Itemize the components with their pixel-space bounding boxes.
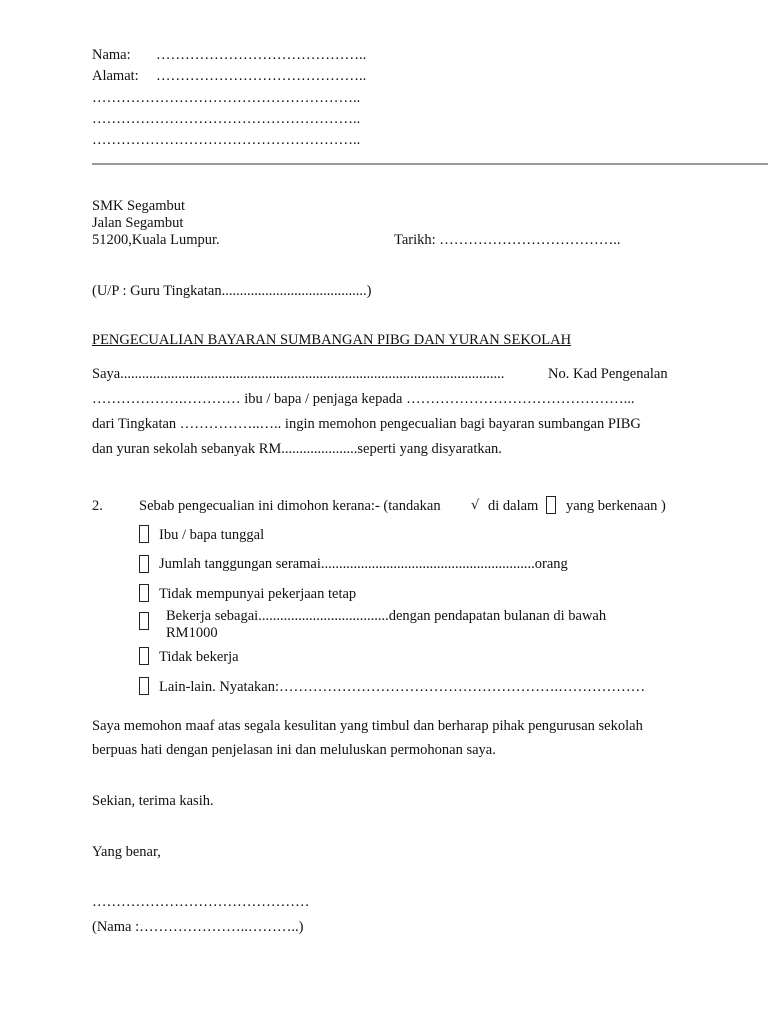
closing-para-line-1: Saya memohon maaf atas segala kesulitan yang timbul dan berharap pihak pengurusan sekolah	[92, 718, 643, 734]
intro-line-4: dan yuran sekolah sebanyak RM.....................seperti yang disyaratkan.	[92, 441, 502, 457]
checkbox-tidak-bekerja[interactable]	[139, 647, 149, 665]
reason-ibu-bapa-tunggal: Ibu / bapa tunggal	[159, 527, 265, 543]
intro-line-1-left: Saya..........................................................................................................	[92, 366, 505, 382]
checkbox-tidak-mempunyai-pekerjaan[interactable]	[139, 584, 149, 602]
check-mark-icon: √	[471, 498, 480, 513]
recipient-city: 51200,Kuala Lumpur.	[92, 232, 220, 248]
reason-tidak-bekerja: Tidak bekerja	[159, 649, 239, 665]
recipient-street: Jalan Segambut	[92, 215, 184, 231]
header-divider	[92, 163, 768, 165]
nama-label: Nama:	[92, 47, 131, 63]
name-line[interactable]: (Nama :…………………..………..)	[92, 919, 304, 935]
reason-lain-lain: Lain-lain. Nyatakan:………………………………………………….………………	[159, 679, 646, 695]
address-line-2[interactable]: ………………………………………………..	[92, 111, 361, 127]
closing-sincerely: Yang benar,	[92, 844, 161, 860]
reasons-heading-a: Sebab pengecualian ini dimohon kerana:- (tandakan	[139, 498, 441, 514]
address-line-1[interactable]: ………………………………………………..	[92, 90, 361, 106]
closing-thanks: Sekian, terima kasih.	[92, 793, 214, 809]
nama-field-dots[interactable]: ……………………………………..	[156, 47, 367, 63]
tarikh-field[interactable]: Tarikh: ………………………………..	[394, 232, 621, 248]
signature-line[interactable]: ………………………………………	[92, 894, 310, 910]
reason-bekerja-sebagai-line-2: RM1000	[166, 625, 218, 641]
checkbox-lain-lain[interactable]	[139, 677, 149, 695]
reason-jumlah-tanggungan: Jumlah tanggungan seramai...........................................................orang	[159, 556, 568, 572]
checkbox-icon	[546, 496, 556, 514]
section-number: 2.	[92, 498, 103, 514]
alamat-field-dots[interactable]: ……………………………………..	[156, 68, 367, 84]
reason-tidak-mempunyai-pekerjaan: Tidak mempunyai pekerjaan tetap	[159, 586, 357, 602]
reason-bekerja-sebagai: Bekerja sebagai....................................dengan pendapatan bulanan di bawah	[166, 608, 607, 624]
checkbox-ibu-bapa-tunggal[interactable]	[139, 525, 149, 543]
checkbox-bekerja-sebagai[interactable]	[139, 612, 149, 630]
checkbox-jumlah-tanggungan[interactable]	[139, 555, 149, 573]
intro-line-1-right: No. Kad Pengenalan	[548, 366, 668, 382]
letter-subject: PENGECUALIAN BAYARAN SUMBANGAN PIBG DAN YURAN SEKOLAH	[92, 332, 572, 348]
alamat-label: Alamat:	[92, 68, 139, 84]
reasons-heading-c: yang berkenaan )	[566, 498, 666, 514]
address-line-3[interactable]: ………………………………………………..	[92, 132, 361, 148]
reasons-heading-b: di dalam	[488, 498, 539, 514]
recipient-school: SMK Segambut	[92, 198, 186, 214]
closing-para-line-2: berpuas hati dengan penjelasan ini dan meluluskan permohonan saya.	[92, 742, 496, 758]
intro-line-2: ……………….………… ibu / bapa / penjaga kepada ………………………………………...	[92, 391, 635, 407]
intro-line-3: dari Tingkatan ……………..….. ingin memohon pengecualian bagi bayaran sumbangan PIBG	[92, 416, 641, 432]
attention-line: (U/P : Guru Tingkatan........................................)	[92, 283, 372, 299]
